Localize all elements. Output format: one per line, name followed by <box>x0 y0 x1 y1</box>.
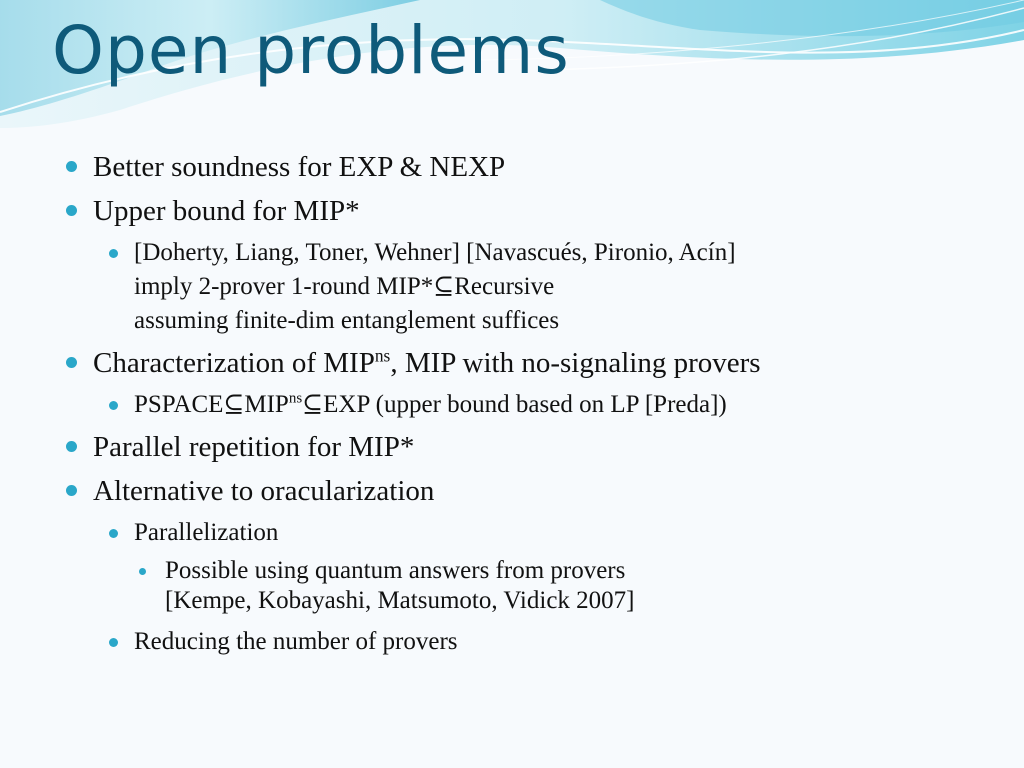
bullet-dot-icon <box>109 529 118 538</box>
list-item-text: ⊆EXP (upper bound based on LP [Preda]) <box>302 391 727 418</box>
superscript: ns <box>374 345 391 366</box>
list-item-text: assuming finite-dim entanglement suffices <box>134 307 560 334</box>
bullet-dot-icon <box>66 205 77 216</box>
list-item-text: Alternative to oracularization <box>93 475 435 507</box>
bullet-dot-icon <box>66 161 77 172</box>
list-item-text: , MIP with no-signaling provers <box>390 347 761 379</box>
bullet-dot-icon <box>139 568 146 575</box>
bullet-dot-icon <box>66 485 77 496</box>
list-item-text: PSPACE⊆MIP <box>134 391 289 418</box>
bullet-dot-icon <box>109 401 118 410</box>
list-item-text: Upper bound for MIP* <box>93 195 360 227</box>
list-item <box>107 236 962 338</box>
list-item-text: Characterization of MIP <box>93 347 375 379</box>
slide-title: Open problems <box>52 12 570 89</box>
list-item-text: Parallelization <box>134 519 279 546</box>
bullet-dot-icon <box>109 249 118 258</box>
bullet-dot-icon <box>66 441 77 452</box>
list-item-text: Possible using quantum answers from provers <box>165 557 626 584</box>
list-item-text: [Doherty, Liang, Toner, Wehner] [Navascués, Pironio, Acín] <box>134 239 736 266</box>
list-item-text: imply 2-prover 1-round MIP*⊆Recursive <box>134 273 555 300</box>
list-item <box>107 388 962 422</box>
list-item <box>62 344 962 382</box>
bullet-dot-icon <box>109 638 118 647</box>
list-item <box>135 556 962 616</box>
list-item <box>62 472 962 510</box>
list-item <box>62 192 962 230</box>
list-item <box>62 428 962 466</box>
list-item <box>107 625 962 659</box>
list-item <box>107 516 962 550</box>
list-item-text: Better soundness for EXP & NEXP <box>93 151 506 183</box>
list-item-text: Reducing the number of provers <box>134 628 458 655</box>
superscript: ns <box>288 390 303 407</box>
bullet-dot-icon <box>66 357 77 368</box>
list-item <box>62 148 962 186</box>
list-item-text: [Kempe, Kobayashi, Matsumoto, Vidick 2007] <box>165 587 635 614</box>
list-item-text: Parallel repetition for MIP* <box>93 431 415 463</box>
bullet-list <box>62 148 962 665</box>
